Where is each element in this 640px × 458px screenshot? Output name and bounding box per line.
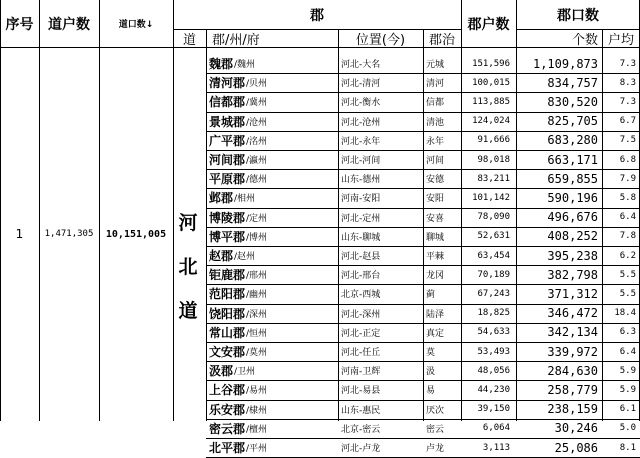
dao-households-cell[interactable]: 1,471,305 bbox=[44, 229, 94, 239]
jun-name-cell[interactable] bbox=[206, 131, 338, 150]
jun-households-cell[interactable]: 39,150 bbox=[477, 404, 510, 415]
jun-name: 钜鹿郡 bbox=[209, 268, 246, 283]
header-per-household[interactable]: 户均 bbox=[607, 32, 634, 48]
location-cell[interactable]: 河北-沧州 bbox=[341, 117, 381, 128]
location-cell[interactable]: 河北-衡水 bbox=[341, 98, 381, 109]
jun-households-cell[interactable]: 63,454 bbox=[477, 250, 510, 261]
jun-population-cell[interactable]: 238,159 bbox=[547, 402, 598, 417]
jun-name: 密云郡 bbox=[209, 421, 246, 436]
location-cell[interactable]: 河北-正定 bbox=[341, 328, 381, 339]
zhou-name: /易州 bbox=[246, 386, 268, 397]
seat-cell[interactable]: 安喜 bbox=[426, 213, 445, 224]
seat-cell[interactable]: 平棘 bbox=[426, 252, 445, 263]
jun-name: 上谷郡 bbox=[209, 383, 246, 398]
jun-name-cell[interactable] bbox=[206, 54, 338, 73]
per-household-cell[interactable]: 18.4 bbox=[614, 308, 636, 319]
jun-households-cell[interactable]: 151,596 bbox=[472, 58, 510, 69]
location-cell[interactable]: 河北-赵县 bbox=[341, 252, 381, 263]
dao-name-char-1: 河 bbox=[178, 212, 198, 234]
per-household-cell[interactable]: 6.4 bbox=[619, 212, 636, 223]
jun-name-cell[interactable] bbox=[206, 227, 338, 246]
seat-cell[interactable]: 密云 bbox=[426, 424, 445, 435]
per-household-cell[interactable]: 6.2 bbox=[619, 250, 636, 261]
header-location[interactable]: 位置(今) bbox=[355, 32, 406, 48]
jun-population-cell[interactable]: 25,086 bbox=[554, 440, 598, 455]
jun-population-cell[interactable]: 496,676 bbox=[547, 210, 598, 225]
per-household-cell[interactable]: 5.9 bbox=[619, 384, 636, 395]
header-jun-population-group[interactable]: 郡口数 bbox=[557, 7, 599, 24]
per-household-cell[interactable]: 6.7 bbox=[619, 116, 636, 127]
location-cell[interactable]: 山东-惠民 bbox=[341, 405, 381, 416]
per-household-cell[interactable]: 5.9 bbox=[619, 365, 636, 376]
jun-name-cell[interactable] bbox=[206, 150, 338, 169]
jun-population-cell[interactable]: 834,757 bbox=[547, 75, 598, 90]
jun-households-cell[interactable]: 124,024 bbox=[472, 116, 510, 127]
per-household-cell[interactable]: 7.9 bbox=[619, 173, 636, 184]
header-jun-households[interactable]: 郡户数 bbox=[467, 16, 510, 33]
seat-cell[interactable]: 信都 bbox=[426, 98, 445, 109]
zhou-name: /瀛州 bbox=[246, 156, 268, 167]
seat-cell[interactable]: 厌次 bbox=[426, 405, 445, 416]
jun-name-cell[interactable] bbox=[206, 361, 338, 380]
jun-name: 文安郡 bbox=[209, 345, 246, 360]
zhou-name: /博州 bbox=[246, 232, 268, 243]
jun-name: 乐安郡 bbox=[209, 402, 246, 417]
zhou-name: /邢州 bbox=[246, 271, 268, 282]
seat-cell[interactable]: 蓟 bbox=[426, 290, 436, 301]
jun-households-cell[interactable]: 48,056 bbox=[477, 365, 510, 376]
jun-name: 北平郡 bbox=[209, 441, 246, 456]
jun-households-cell[interactable]: 91,666 bbox=[477, 135, 510, 146]
dao-name-char-3: 道 bbox=[178, 300, 198, 322]
per-household-cell[interactable]: 6.3 bbox=[619, 327, 636, 338]
header-seq[interactable]: 序号 bbox=[5, 16, 34, 33]
zhou-name: /洺州 bbox=[246, 136, 268, 147]
jun-population-cell[interactable]: 339,972 bbox=[547, 344, 598, 359]
seat-cell[interactable]: 安德 bbox=[426, 175, 445, 186]
header-jun-group[interactable]: 郡 bbox=[310, 7, 324, 24]
jun-households-cell[interactable]: 78,090 bbox=[477, 212, 510, 223]
seat-cell[interactable]: 真定 bbox=[426, 328, 445, 339]
zhou-name: /卫州 bbox=[234, 367, 256, 378]
zhou-name: /冀州 bbox=[246, 98, 268, 109]
dao-name-char-2: 北 bbox=[178, 256, 198, 278]
jun-population-cell[interactable]: 395,238 bbox=[547, 248, 598, 263]
jun-households-cell[interactable]: 54,633 bbox=[477, 327, 510, 338]
jun-name-cell[interactable] bbox=[206, 304, 338, 323]
jun-population-cell[interactable]: 284,630 bbox=[547, 363, 598, 378]
seat-cell[interactable]: 聊城 bbox=[426, 232, 445, 243]
jun-name: 信都郡 bbox=[209, 95, 246, 110]
zhou-name: /沧州 bbox=[246, 117, 268, 128]
header-dao-population[interactable]: 道口数↓ bbox=[118, 20, 154, 30]
jun-name: 常山郡 bbox=[209, 325, 246, 340]
zhou-name: /德州 bbox=[246, 175, 268, 186]
jun-population-cell[interactable]: 258,779 bbox=[547, 382, 598, 397]
jun-households-cell[interactable]: 98,018 bbox=[477, 154, 510, 165]
jun-name-cell[interactable] bbox=[206, 73, 338, 92]
jun-name-cell[interactable] bbox=[206, 188, 338, 207]
location-cell[interactable]: 北京-西城 bbox=[341, 290, 381, 301]
header-count[interactable]: 个数 bbox=[571, 32, 598, 48]
jun-name: 广平郡 bbox=[209, 133, 246, 148]
jun-name: 博陵郡 bbox=[209, 210, 246, 225]
seat-cell[interactable]: 陆泽 bbox=[426, 309, 445, 320]
seat-cell[interactable]: 卢龙 bbox=[426, 444, 445, 455]
jun-population-cell[interactable]: 825,705 bbox=[547, 114, 598, 129]
jun-population-cell[interactable]: 663,171 bbox=[547, 152, 598, 167]
jun-households-cell[interactable]: 52,631 bbox=[477, 231, 510, 242]
jun-population-cell[interactable]: 346,472 bbox=[547, 306, 598, 321]
jun-households-cell[interactable]: 100,015 bbox=[472, 77, 510, 88]
jun-name-cell[interactable] bbox=[206, 208, 338, 227]
zhou-name: /魏州 bbox=[234, 60, 256, 71]
seat-cell[interactable]: 河间 bbox=[426, 156, 445, 167]
dao-seq-cell[interactable]: 1 bbox=[15, 227, 24, 241]
jun-name: 邺郡 bbox=[209, 191, 234, 206]
jun-population-cell[interactable]: 590,196 bbox=[547, 190, 598, 205]
location-cell[interactable]: 河北-清河 bbox=[341, 79, 381, 90]
jun-households-cell[interactable]: 3,113 bbox=[482, 442, 510, 453]
jun-name: 饶阳郡 bbox=[209, 306, 246, 321]
location-cell[interactable]: 河北-邢台 bbox=[341, 271, 381, 282]
jun-name: 景城郡 bbox=[209, 114, 246, 129]
jun-name-cell[interactable] bbox=[206, 92, 338, 111]
jun-households-cell[interactable]: 70,189 bbox=[477, 269, 510, 280]
jun-name: 范阳郡 bbox=[209, 287, 246, 302]
jun-households-cell[interactable]: 101,142 bbox=[472, 192, 510, 203]
location-cell[interactable]: 河北-大名 bbox=[341, 60, 381, 71]
location-cell[interactable]: 河南-安阳 bbox=[341, 194, 381, 205]
jun-households-cell[interactable]: 67,243 bbox=[477, 288, 510, 299]
zhou-name: /定州 bbox=[246, 213, 268, 224]
jun-name-cell[interactable] bbox=[206, 342, 338, 361]
jun-name: 平原郡 bbox=[209, 172, 246, 187]
dao-population-cell[interactable]: 10,151,005 bbox=[105, 228, 167, 240]
jun-name-cell[interactable] bbox=[206, 169, 338, 188]
location-cell[interactable]: 河北-永年 bbox=[341, 136, 381, 147]
jun-name-cell[interactable] bbox=[206, 419, 338, 438]
seat-cell[interactable]: 清河 bbox=[426, 79, 445, 90]
jun-population-cell[interactable]: 382,798 bbox=[547, 267, 598, 282]
per-household-cell[interactable]: 6.8 bbox=[619, 154, 636, 165]
jun-population-cell[interactable]: 1,109,873 bbox=[532, 56, 598, 71]
jun-population-cell[interactable]: 408,252 bbox=[547, 229, 598, 244]
per-household-cell[interactable]: 8.3 bbox=[619, 77, 636, 88]
zhou-name: /相州 bbox=[234, 194, 256, 205]
per-household-cell[interactable]: 5.5 bbox=[619, 269, 636, 280]
jun-name: 河间郡 bbox=[209, 153, 246, 168]
zhou-name: /平州 bbox=[246, 444, 268, 455]
jun-households-cell[interactable]: 18,825 bbox=[477, 308, 510, 319]
header-jun-zhou-fu[interactable]: 郡/州/府 bbox=[212, 32, 260, 48]
location-cell[interactable]: 河北-河间 bbox=[341, 156, 381, 167]
header-dao-households[interactable]: 道户数 bbox=[48, 16, 90, 33]
zhou-name: /恒州 bbox=[246, 328, 268, 339]
zhou-name: /幽州 bbox=[246, 290, 268, 301]
jun-households-cell[interactable]: 113,885 bbox=[472, 96, 510, 107]
location-cell[interactable]: 山东-德州 bbox=[341, 175, 381, 186]
zhou-name: /檀州 bbox=[246, 424, 268, 435]
jun-population-cell[interactable]: 30,246 bbox=[554, 421, 598, 436]
jun-population-cell[interactable]: 659,855 bbox=[547, 171, 598, 186]
seat-cell[interactable]: 安阳 bbox=[426, 194, 445, 205]
per-household-cell[interactable]: 5.5 bbox=[619, 288, 636, 299]
jun-households-cell[interactable]: 6,064 bbox=[482, 423, 510, 434]
location-cell[interactable]: 北京-密云 bbox=[341, 424, 381, 435]
seat-cell[interactable]: 汲 bbox=[426, 367, 436, 378]
header-seat[interactable]: 郡治 bbox=[428, 32, 455, 48]
zhou-name: /贝州 bbox=[246, 79, 268, 90]
jun-population-cell[interactable]: 371,312 bbox=[547, 286, 598, 301]
per-household-cell[interactable]: 7.3 bbox=[619, 96, 636, 107]
seat-cell[interactable]: 清池 bbox=[426, 117, 445, 128]
jun-population-cell[interactable]: 683,280 bbox=[547, 133, 598, 148]
jun-name-cell[interactable] bbox=[206, 246, 338, 265]
jun-households-cell[interactable]: 83,211 bbox=[477, 173, 510, 184]
location-cell[interactable]: 山东-聊城 bbox=[341, 232, 381, 243]
jun-name-cell[interactable] bbox=[206, 323, 338, 342]
location-cell[interactable]: 河北-深州 bbox=[341, 309, 381, 320]
jun-households-cell[interactable]: 53,493 bbox=[477, 346, 510, 357]
jun-name: 赵郡 bbox=[209, 249, 234, 264]
jun-name-cell[interactable] bbox=[206, 400, 338, 419]
zhou-name: /棣州 bbox=[246, 405, 268, 416]
per-household-cell[interactable]: 7.3 bbox=[619, 58, 636, 69]
jun-households-cell[interactable]: 44,230 bbox=[477, 384, 510, 395]
per-household-cell[interactable]: 7.8 bbox=[619, 231, 636, 242]
seat-cell[interactable]: 易 bbox=[426, 386, 436, 397]
location-cell[interactable]: 河北-卢龙 bbox=[341, 444, 381, 455]
location-cell[interactable]: 河南-卫辉 bbox=[341, 367, 381, 378]
jun-name-cell[interactable] bbox=[206, 284, 338, 303]
per-household-cell[interactable]: 5.8 bbox=[619, 192, 636, 203]
jun-name: 清河郡 bbox=[209, 76, 246, 91]
jun-name: 博平郡 bbox=[209, 229, 246, 244]
per-household-cell[interactable]: 6.4 bbox=[619, 346, 636, 357]
jun-name-cell[interactable] bbox=[206, 112, 338, 131]
jun-name-cell[interactable] bbox=[206, 265, 338, 284]
location-cell[interactable]: 河北-定州 bbox=[341, 213, 381, 224]
per-household-cell[interactable]: 6.1 bbox=[619, 404, 636, 415]
zhou-name: /深州 bbox=[246, 309, 268, 320]
zhou-name: /赵州 bbox=[234, 252, 256, 263]
seat-cell[interactable]: 元城 bbox=[426, 60, 445, 71]
per-household-cell[interactable]: 5.0 bbox=[619, 423, 636, 434]
seat-cell[interactable]: 永年 bbox=[426, 136, 445, 147]
jun-name-cell[interactable] bbox=[206, 380, 338, 399]
jun-population-cell[interactable]: 342,134 bbox=[547, 325, 598, 340]
location-cell[interactable]: 河北-任丘 bbox=[341, 348, 381, 359]
zhou-name: /莫州 bbox=[246, 348, 268, 359]
seat-cell[interactable]: 莫 bbox=[426, 348, 436, 359]
per-household-cell[interactable]: 7.5 bbox=[619, 135, 636, 146]
jun-population-cell[interactable]: 830,520 bbox=[547, 94, 598, 109]
jun-name: 汲郡 bbox=[209, 364, 234, 379]
jun-name-cell[interactable] bbox=[206, 438, 338, 457]
seat-cell[interactable]: 龙冈 bbox=[426, 271, 445, 282]
jun-name: 魏郡 bbox=[209, 57, 234, 72]
header-dao[interactable]: 道 bbox=[182, 32, 196, 48]
per-household-cell[interactable]: 8.1 bbox=[619, 442, 636, 453]
location-cell[interactable]: 河北-易县 bbox=[341, 386, 381, 397]
